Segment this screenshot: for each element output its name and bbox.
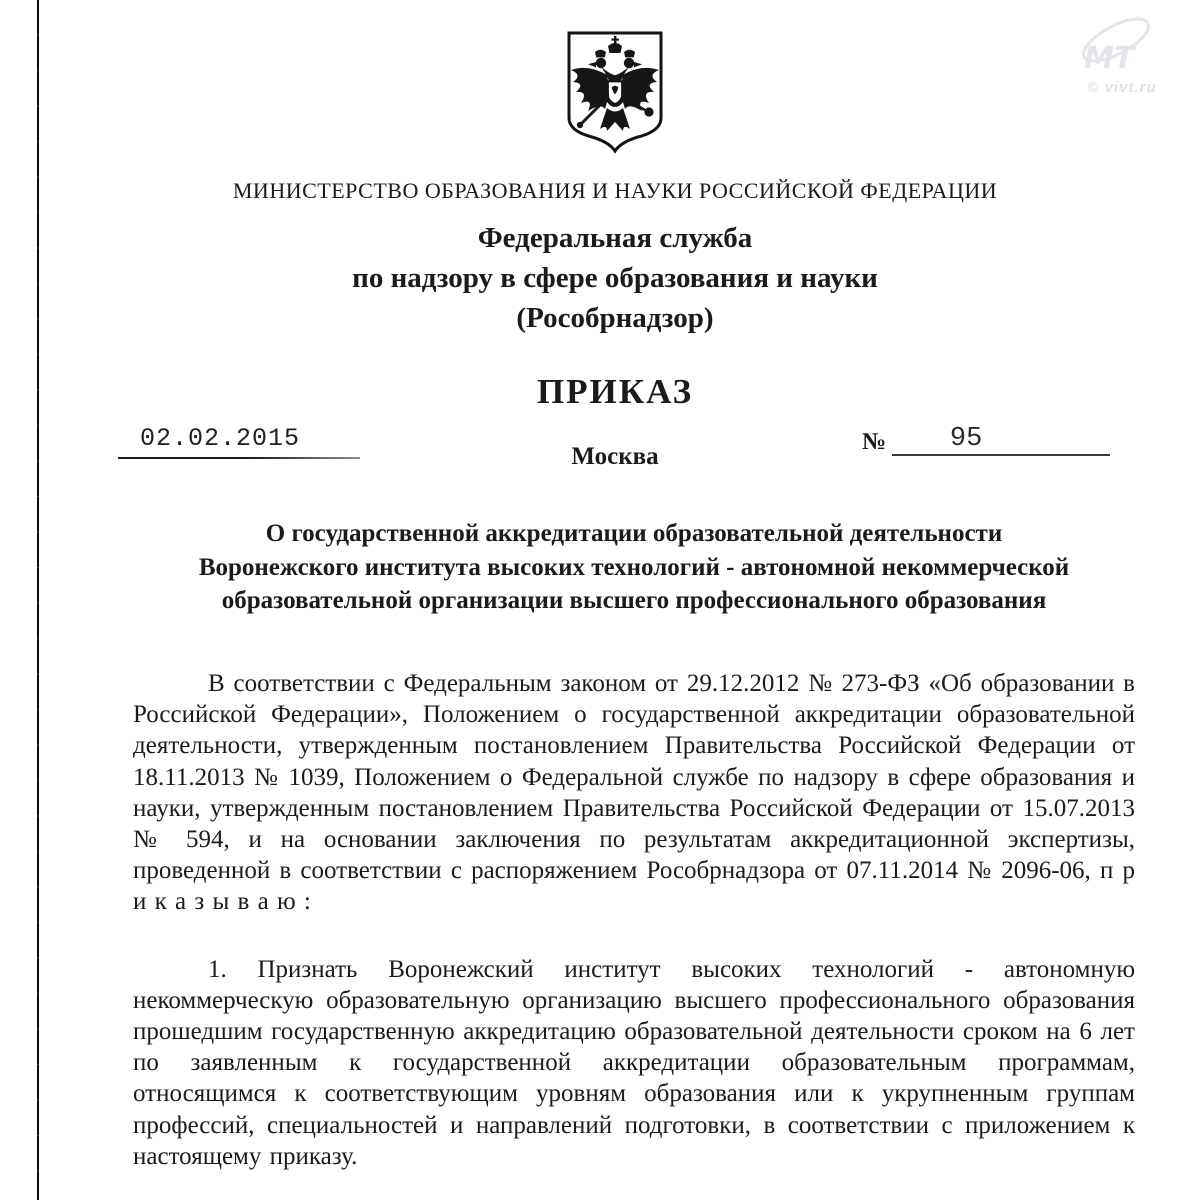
order-subject-line3: образовательной организации высшего профессионального образования <box>221 587 1047 614</box>
date-value: 02.02.2015 <box>140 424 301 453</box>
number-sign: № <box>862 429 887 455</box>
city-label: Москва <box>571 443 659 470</box>
emblem-wrap <box>45 30 1185 154</box>
document-header <box>45 0 1185 412</box>
watermark-logo-text: МТ <box>1084 41 1135 76</box>
document-type-heading: ПРИКАЗ <box>536 372 694 411</box>
russian-coat-of-arms-icon <box>559 30 671 154</box>
number-value: 95 <box>949 424 983 454</box>
order-subject <box>133 517 1135 618</box>
agency-name-line1: Федеральная служба <box>477 222 753 254</box>
agency-name-line3: (Рособрнадзор) <box>516 302 714 334</box>
body-paragraph-item1: 1. Признать Воронежский институт высоких технологий - автономную некоммерческую образовательную организацию высшего профессионального образования прошедшим государственную аккредитацию образовательной деятельности сроком на 6 лет по заявленным к государственной аккредитации образовательным программам, относящимся к соответствующим уровням образования или к укрупненным группам профессий, специальностей и направлений подготовки, в соответствии с приложением к настоящему приказу. <box>133 955 1135 1170</box>
body-paragraph-preamble: В соответствии с Федеральным законом от 29.12.2012 № 273-ФЗ «Об образовании в Российской Федерации», Положением о государственной аккредитации образовательной деятельности, утвержденным постановлением Правительства Российской Федерации от 18.11.2013 № 1039, Положением о Федеральной службе по надзору в сфере образования и науки, утвержденным постановлением Правительства Российской Федерации от 15.07.2013 № 594, и на основании заключения по результатам аккредитационной экспертизы, проведенной в соответствии с распоряжением Рособрнадзора от 07.11.2014 № 2096-06, п р и к а з ы в а ю : <box>133 670 1135 916</box>
watermark-caption: © vivt.ru <box>1087 79 1157 96</box>
order-subject-line1: О государственной аккредитации образовательной деятельности <box>265 520 1003 547</box>
agency-name-line2: по надзору в сфере образования и науки <box>352 262 878 294</box>
scan-artifact-line <box>37 0 39 1200</box>
ministry-name: МИНИСТЕРСТВО ОБРАЗОВАНИЯ И НАУКИ РОССИЙСКОЙ ФЕДЕРАЦИИ <box>232 178 998 203</box>
agency-name <box>45 218 1185 338</box>
order-subject-line2: Воронежского института высоких технологий - автономной некоммерческой <box>198 553 1070 581</box>
order-body <box>133 668 1135 1172</box>
